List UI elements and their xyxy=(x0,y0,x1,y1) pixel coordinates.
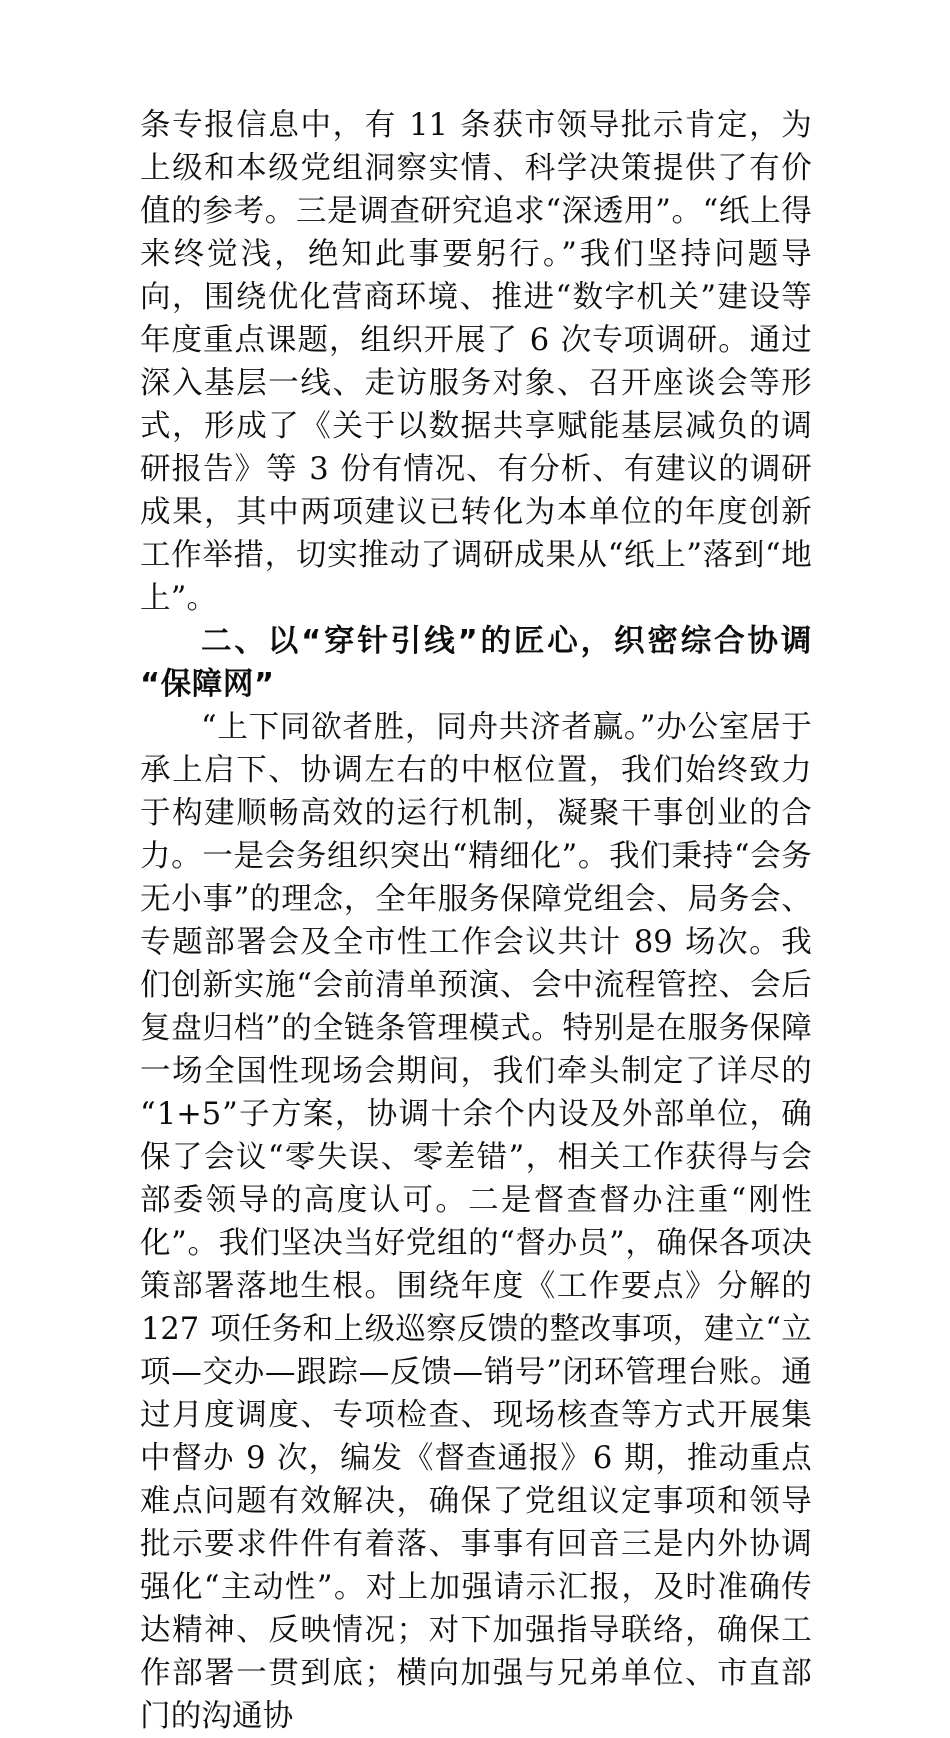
inline-number: 89 xyxy=(633,925,673,960)
paragraph-continued-research: 条专报信息中，有 11 条获市领导批示肯定，为上级和本级党组洞察实情、科学决策提供了有价值的参考。三是调查研究追求“深透用”。“纸上得来终觉浅，绝知此事要躬行。”我们坚持问题导向，围绕优化营商环境、推进“数字机关”建设等年度重点课题，组织开展了 6 次专项调研。通过深入基层一线、走访服务对象、召开座谈会等形式，形成了《关于以数据共享赋能基层减负的调研报告》等 3 份有情况、有分析、有建议的调研成果，其中两项建议已转化为本单位的年度创新工作举措，切实推动了调研成果从“纸上”落到“地上”。 xyxy=(140,108,813,616)
inline-number: 6 xyxy=(529,323,550,358)
inline-number: 3 xyxy=(309,452,329,487)
inline-number: 11 xyxy=(409,108,448,143)
paragraph-coordination-body: “上下同欲者胜，同舟共济者赢。”办公室居于承上启下、协调左右的中枢位置，我们始终致力于构建顺畅高效的运行机制，凝聚干事创业的合力。一是会务组织突出“精细化”。我们秉持“会务无小事”的理念，全年服务保障党组会、局务会、专题部署会及全市性工作会议共计 89 场次。我们创新实施“会前清单预演、会中流程管控、会后复盘归档”的全链条管理模式。特别是在服务保障一场全国性现场会期间，我们牵头制定了详尽的“1+5”子方案，协调十余个内设及外部单位，确保了会议“零失误、零差错”，相关工作获得与会部委领导的高度认可。二是督查督办注重“刚性化”。我们坚决当好党组的“督办员”，确保各项决策部署落地生根。围绕年度《工作要点》分解的 127 项任务和上级巡察反馈的整改事项，建立“立项—交办—跟踪—反馈—销号”闭环管理台账。通过月度调度、专项检查、现场核查等方式开展集中督办 9 次，编发《督查通报》6 期，推动重点难点问题有效解决，确保了党组议定事项和领导批示要求件件有着落、事事有回音三是内外协调强化“主动性”。对上加强请示汇报，及时准确传达精神、反映情况；对下加强指导联络，确保工作部署一贯到底；横向加强与兄弟单位、市直部门的沟通协 xyxy=(140,710,812,1734)
inline-number: 6 xyxy=(592,1441,613,1476)
document-text-column xyxy=(140,104,812,1738)
inline-number: 127 xyxy=(141,1312,200,1347)
inline-number: 9 xyxy=(246,1441,266,1476)
inline-number: 1+5 xyxy=(156,1097,222,1132)
section-heading-two: 二、以“穿针引线”的匠心，织密综合协调“保障网” xyxy=(140,624,812,702)
